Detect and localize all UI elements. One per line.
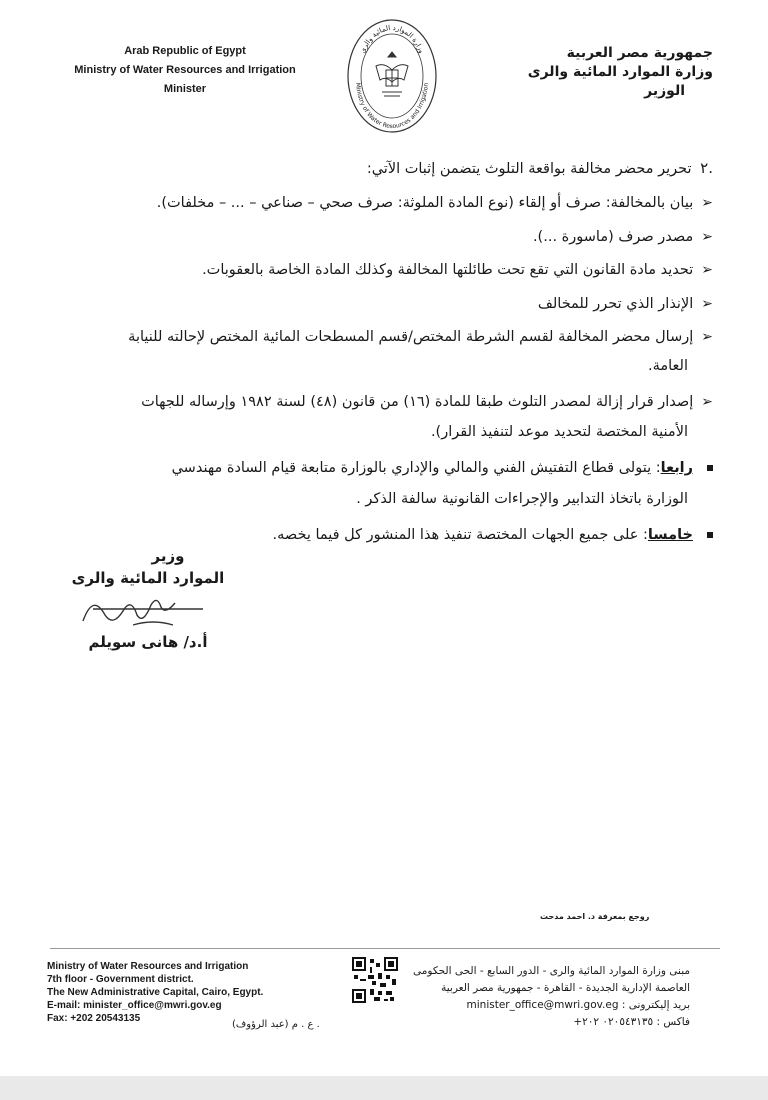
bullet-text: مصدر صرف (ماسورة ...). (532, 229, 694, 245)
ministry-name-en: Ministry of Water Resources and Irrigation (74, 64, 296, 76)
arrow-bullet-icon: ➢ (701, 329, 713, 345)
bullet-text: تحديد مادة القانون التي تقع تحت طائلتها المخالفة وكذلك المادة الخاصة بالعقوبات. (202, 262, 694, 278)
arrow-bullet-icon: ➢ (701, 296, 713, 312)
signature-ministry: الموارد المائية والرى (71, 569, 225, 587)
clause-label: رابعا (660, 460, 693, 476)
ministry-name-ar: وزارة الموارد المائية والرى (527, 64, 713, 80)
seal-english-text: Ministry of Water Resources and Irrigation (354, 82, 430, 131)
footer-en-email: E-mail: minister_office@mwri.gov.eg (47, 1000, 222, 1011)
footer-english (47, 960, 327, 1025)
clause-fifth (53, 523, 713, 547)
page-bottom-edge (0, 1076, 768, 1100)
signature-block (58, 545, 238, 651)
arrow-bullet-icon: ➢ (701, 195, 713, 211)
bullet-continuation: العامة. (647, 358, 688, 374)
square-bullet-icon (707, 465, 713, 471)
bullet-text: إصدار قرار إزالة لمصدر التلوث طبقا للمادة (١٦) من قانون (٤٨) لسنة ١٩٨٢ وإرساله للجهات (141, 394, 694, 410)
bullet-text: بيان بالمخالفة: صرف أو إلقاء (نوع المادة الملوثة: صرف صحي – صناعي – ... – مخلفات). (156, 195, 694, 211)
footer-ar-line: مبنى وزارة الموارد المائية والرى - الدور السابع - الحى الحكومى (413, 965, 690, 977)
clause-text: : يتولى قطاع التفتيش الفني والمالي والإداري بالوزارة متابعة قيام السادة مهندسي (171, 460, 661, 476)
footer-en-fax: Fax: +202 20543135 (47, 1013, 141, 1024)
header-english (60, 42, 310, 99)
header-arabic (473, 44, 713, 101)
footer-en-line: 7th floor - Government district. (47, 974, 194, 985)
footer-ar-fax: فاكس : ٠٢٠٥٤٣١٣٥ ٢٠٢+ (573, 1016, 690, 1028)
bullet-item (53, 390, 713, 414)
bullet-item (53, 292, 713, 316)
svg-text:Ministry of Water Resources an (354, 82, 430, 130)
footer-en-line: Ministry of Water Resources and Irrigation (47, 961, 249, 972)
bullet-item (53, 225, 713, 249)
bullet-item (53, 325, 713, 349)
arrow-bullet-icon: ➢ (701, 229, 713, 245)
clause-fourth (53, 456, 713, 480)
clause-text: : على جميع الجهات المختصة تنفيذ هذا المنشور كل فيما يخصه. (272, 527, 648, 543)
office-title-en: Minister (163, 83, 207, 95)
reviewer-note: روجع بمعرفة د. احمد مدحت (540, 912, 650, 921)
item-2-text: تحرير محضر مخالفة بواقعة التلوث يتضمن إثبات الآتي: (366, 161, 692, 177)
bullet-item (53, 191, 713, 215)
reference-note: . ع . م (عبد الرؤوف) (232, 1019, 320, 1030)
office-title-ar: الوزير (644, 83, 685, 99)
ministry-seal (346, 18, 438, 134)
bullet-text: إرسال محضر المخالفة لقسم الشرطة المختص/قسم المسطحات المائية المختص لإحالته للنيابة (128, 329, 694, 345)
square-bullet-icon (707, 532, 713, 538)
arrow-bullet-icon: ➢ (701, 262, 713, 278)
country-name-ar: جمهورية مصر العربية (566, 45, 713, 61)
item-number: .٢ (700, 159, 713, 177)
country-name-en: Arab Republic of Egypt (124, 45, 246, 57)
eagle-icon (376, 52, 408, 96)
footer-ar-email: بريد إليكترونى : minister_office@mwri.gov.eg (466, 999, 690, 1011)
footer-en-line: The New Administrative Capital, Cairo, Egypt. (47, 987, 264, 998)
bullet-continuation: الأمنية المختصة لتحديد موعد لتنفيذ القرار). (430, 424, 688, 440)
footer-ar-line: العاصمة الإدارية الجديدة - القاهرة - جمهورية مصر العربية (441, 982, 690, 994)
item-2 (53, 156, 713, 181)
footer-divider (50, 948, 720, 949)
signature-title: وزير (151, 547, 185, 565)
bullet-text: الإنذار الذي تحرر للمخالف (537, 296, 694, 312)
handwritten-signature (73, 591, 223, 631)
footer-arabic (390, 963, 690, 1031)
arrow-bullet-icon: ➢ (701, 394, 713, 410)
clause-label: خامسا (647, 527, 693, 543)
signatory-name: أ.د/ هانى سويلم (88, 633, 208, 651)
bullet-item (53, 258, 713, 282)
seal-arabic-text: وزارة الموارد المائية والري (358, 23, 426, 55)
clause-continuation: الوزارة باتخاذ التدابير والإجراءات القانونية سالفة الذكر . (356, 491, 688, 507)
